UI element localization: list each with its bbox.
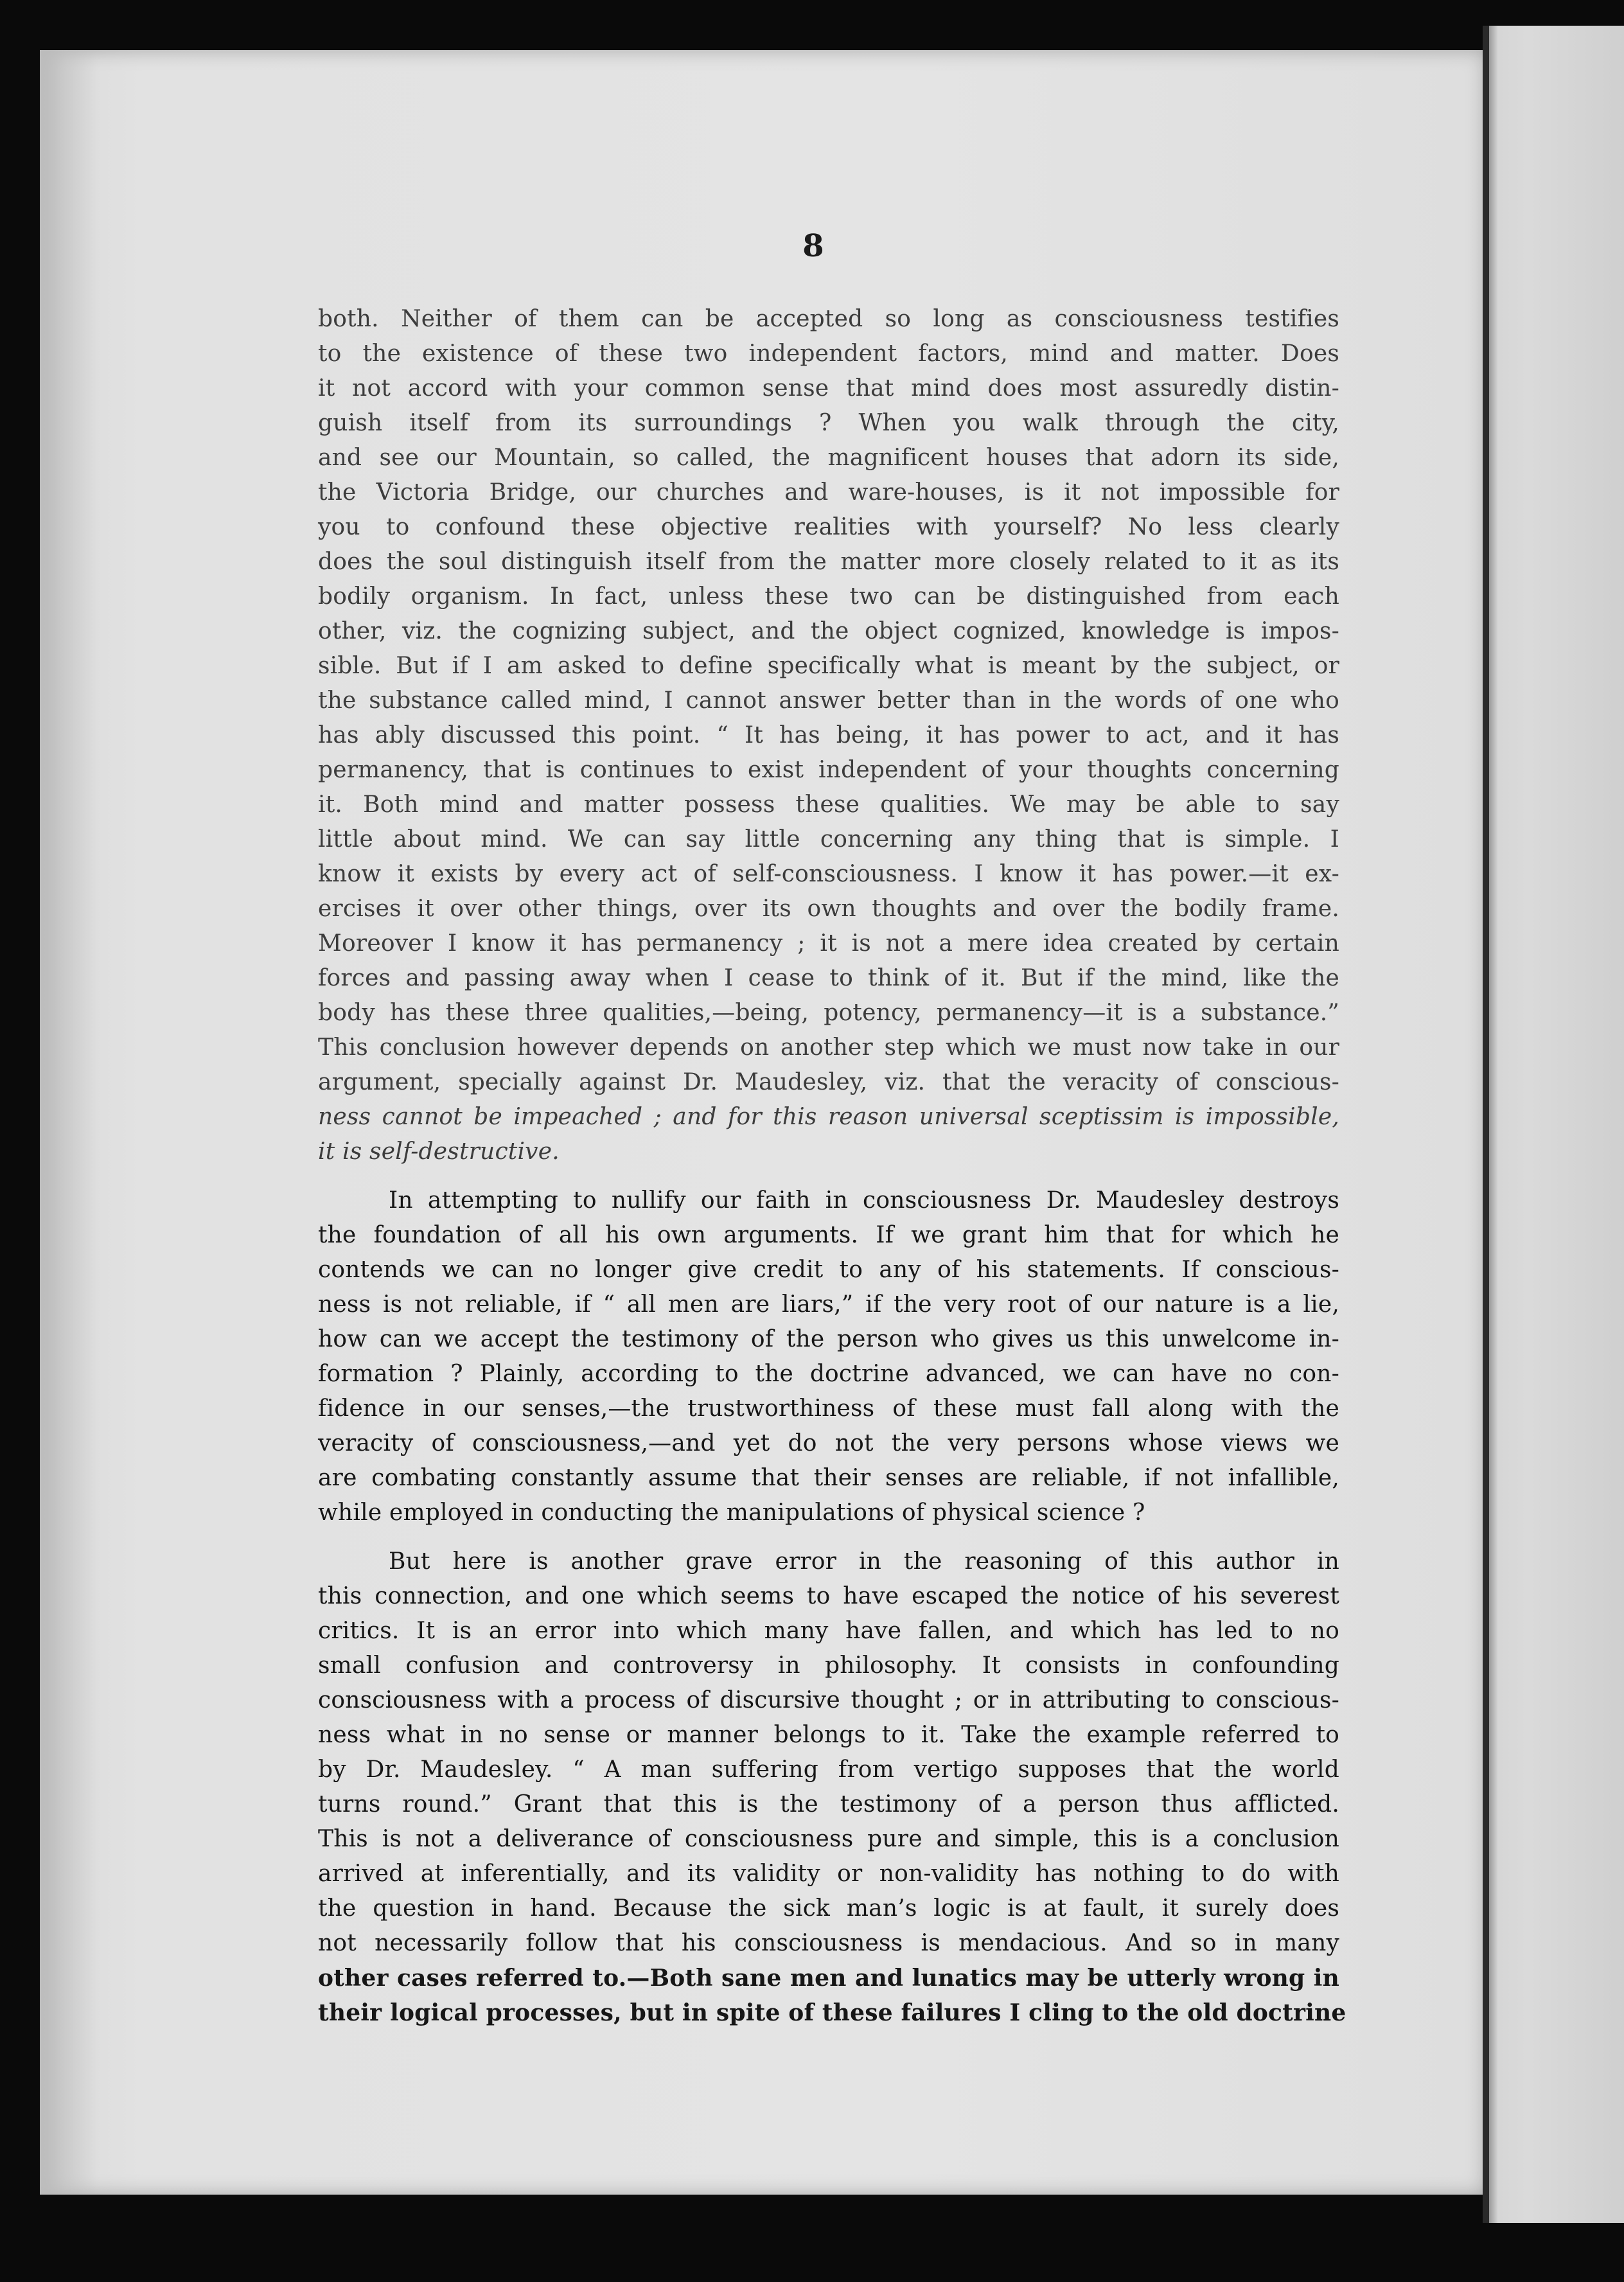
- text-line: both. Neither of them can be accepted so long as consciousness testifies: [318, 306, 1339, 332]
- page-gutter-shadow: [40, 50, 98, 2195]
- text-line: This conclusion however depends on another step which we must now take in our: [318, 1034, 1339, 1061]
- text-line: permanency, that is continues to exist independent of your thoughts concerning: [318, 757, 1339, 783]
- text-line: this connection, and one which seems to have escaped the notice of his severest: [318, 1583, 1339, 1609]
- text-line: small confusion and controversy in philosophy. It consists in confounding: [318, 1652, 1339, 1679]
- text-line: the substance called mind, I cannot answer better than in the words of one who: [318, 687, 1339, 714]
- text-line: guish itself from its surroundings ? When you walk through the city,: [318, 410, 1339, 436]
- text-line: critics. It is an error into which many have fallen, and which has led to no: [318, 1618, 1339, 1644]
- text-line: how can we accept the testimony of the person who gives us this unwelcome in-: [318, 1326, 1339, 1352]
- text-line: the question in hand. Because the sick man’s logic is at fault, it surely does: [318, 1895, 1339, 1922]
- text-line: veracity of consciousness,—and yet do not the very persons whose views we: [318, 1430, 1339, 1456]
- text-line: formation ? Plainly, according to the doctrine advanced, we can have no con-: [318, 1361, 1339, 1387]
- text-line: ercises it over other things, over its own thoughts and over the bodily frame.: [318, 896, 1339, 922]
- text-line: little about mind. We can say little concerning any thing that is simple. I: [318, 826, 1339, 853]
- body-text: [318, 302, 1346, 2030]
- text-line: you to confound these objective realities with yourself? No less clearly: [318, 514, 1339, 540]
- text-line: fidence in our senses,—the trustworthiness of these must fall along with the: [318, 1395, 1339, 1422]
- paragraph-gap: [318, 1530, 1339, 1544]
- text-line: ness what in no sense or manner belongs to it. Take the example referred to: [318, 1722, 1339, 1748]
- text-line: In attempting to nullify our faith in consciousness Dr. Maudesley destroys: [389, 1187, 1339, 1214]
- paragraph-gap: [318, 1169, 1339, 1183]
- text-line: other cases referred to.—Both sane men and lunatics may be utterly wrong in: [318, 1965, 1339, 1992]
- text-line: argument, specially against Dr. Maudesley, viz. that the veracity of conscious-: [318, 1069, 1339, 1095]
- text-line: while employed in conducting the manipulations of physical science ?: [318, 1499, 1145, 1526]
- text-line: ness is not reliable, if “ all men are liars,” if the very root of our nature is a lie,: [318, 1291, 1339, 1318]
- text-line: by Dr. Maudesley. “ A man suffering from vertigo supposes that the world: [318, 1756, 1339, 1783]
- text-line: and see our Mountain, so called, the magnificent houses that adorn its side,: [318, 445, 1339, 471]
- text-line: turns round.” Grant that this is the testimony of a person thus afflicted.: [318, 1791, 1339, 1818]
- text-line: it not accord with your common sense that mind does most assuredly distin-: [318, 375, 1339, 402]
- text-line: other, viz. the cognizing subject, and the object cognized, knowledge is impos-: [318, 618, 1339, 644]
- paragraph-3: [318, 1544, 1346, 2030]
- text-line: it. Both mind and matter possess these qualities. We may be able to say: [318, 792, 1339, 818]
- text-line: has ably discussed this point. “ It has being, it has power to act, and it has: [318, 722, 1339, 748]
- text-line: Moreover I know it has permanency ; it is not a mere idea created by certain: [318, 930, 1339, 957]
- text-line: arrived at inferentially, and its validity or non-validity has nothing to do with: [318, 1861, 1339, 1887]
- text-line: their logical processes, but in spite of these failures I cling to the old doctrine: [318, 1999, 1346, 2026]
- text-line: to the existence of these two independent factors, mind and matter. Does: [318, 341, 1339, 367]
- text-line: not necessarily follow that his consciousness is mendacious. And so in many: [318, 1930, 1339, 1956]
- text-line-italic: it is self-destructive.: [318, 1138, 560, 1165]
- text-line: the foundation of all his own arguments. If we grant him that for which he: [318, 1222, 1339, 1248]
- paragraph-2: [318, 1183, 1339, 1530]
- text-line: body has these three qualities,—being, potency, permanency—it is a substance.”: [318, 1000, 1339, 1026]
- text-line: the Victoria Bridge, our churches and ware-houses, is it not impossible for: [318, 479, 1339, 506]
- text-line-italic: ness cannot be impeached ; and for this reason universal sceptissim is impossible,: [318, 1104, 1339, 1130]
- text-line: But here is another grave error in the reasoning of this author in: [389, 1548, 1339, 1575]
- text-line: consciousness with a process of discursive thought ; or in attributing to conscious-: [318, 1687, 1339, 1713]
- text-line: This is not a deliverance of consciousness pure and simple, this is a conclusion: [318, 1826, 1339, 1852]
- text-line: contends we can no longer give credit to any of his statements. If conscious-: [318, 1257, 1339, 1283]
- text-line: bodily organism. In fact, unless these two can be distinguished from each: [318, 583, 1339, 610]
- text-line: are combating constantly assume that their senses are reliable, if not infallible,: [318, 1465, 1339, 1491]
- text-line: does the soul distinguish itself from the matter more closely related to it as its: [318, 549, 1339, 575]
- text-line: sible. But if I am asked to define specifically what is meant by the subject, or: [318, 653, 1339, 679]
- adjacent-page-edge: [1489, 26, 1624, 2223]
- text-line: forces and passing away when I cease to think of it. But if the mind, like the: [318, 965, 1339, 991]
- page-number: 8: [802, 228, 824, 264]
- text-line: know it exists by every act of self-consciousness. I know it has power.—it ex-: [318, 861, 1339, 887]
- paragraph-1: [318, 302, 1339, 1169]
